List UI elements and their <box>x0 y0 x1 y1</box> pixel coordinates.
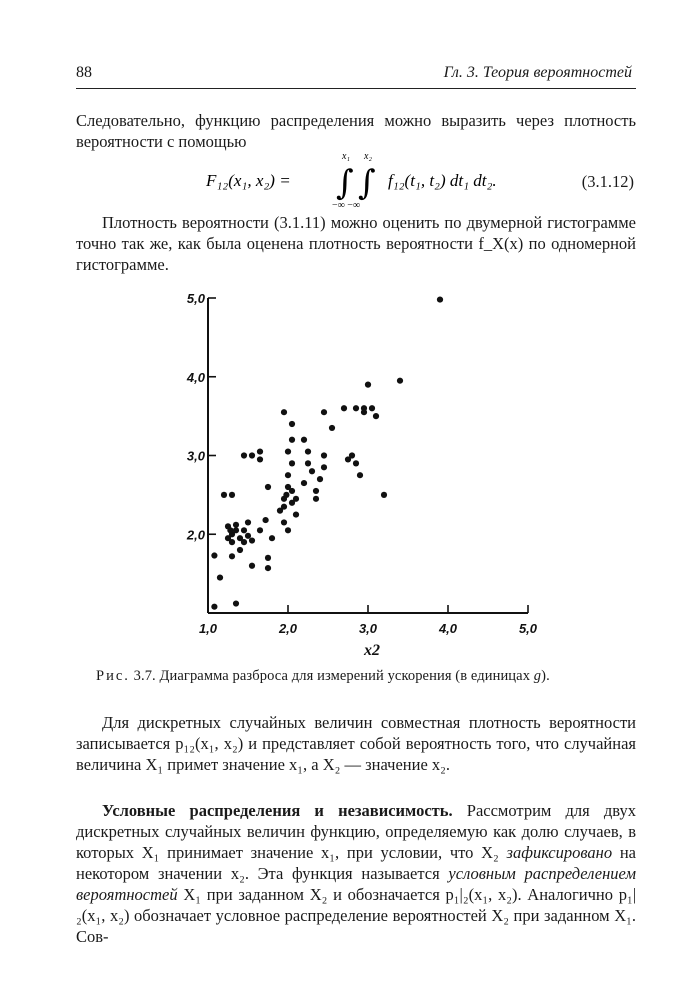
y-tick-label: 4,0 <box>186 369 205 385</box>
scatter-point <box>305 460 311 466</box>
scatter-point <box>211 552 217 558</box>
scatter-point <box>269 535 275 541</box>
y-tick-label: 2,0 <box>186 527 205 543</box>
x-axis-label: x2 <box>364 642 380 659</box>
scatter-point <box>289 460 295 466</box>
scatter-point <box>227 527 233 533</box>
x-tick-label: 5,0 <box>518 621 538 636</box>
paragraph-conditional <box>76 800 636 947</box>
integral-1-upper-limit: x₁ <box>342 151 350 162</box>
formula-lhs: F₁₂(x₁, x₂) = <box>206 171 291 190</box>
scatter-point <box>285 527 291 533</box>
scatter-point <box>281 409 287 415</box>
scatter-point <box>233 522 239 528</box>
scatter-point <box>397 378 403 384</box>
integral-2-upper-limit: x₂ <box>364 151 372 162</box>
scatter-point <box>349 452 355 458</box>
scatter-point <box>249 452 255 458</box>
integral-lower-limits: −∞ −∞ <box>332 200 361 210</box>
paragraph-discrete-density <box>76 712 636 775</box>
scatter-point <box>353 405 359 411</box>
scatter-point <box>293 496 299 502</box>
scatter-point <box>241 452 247 458</box>
scatter-point <box>309 468 315 474</box>
scatter-point <box>301 480 307 486</box>
scatter-point <box>257 448 263 454</box>
scatter-point <box>313 496 319 502</box>
x-tick-label: 2,0 <box>278 621 298 636</box>
paragraph-text-1: Рассмотрим для двух дискретных случайных величин функцию, определяемую как долю случаев, в которых X₁ принимает значение x₁, при условии, что X₂ <box>76 801 636 862</box>
scatter-point <box>373 413 379 419</box>
scatter-point <box>229 553 235 559</box>
scatter-point <box>249 537 255 543</box>
x-tick-label: 4,0 <box>438 621 458 636</box>
scatter-point <box>281 519 287 525</box>
formula-svg <box>196 150 516 210</box>
caption-end: ). <box>541 668 550 684</box>
scatter-point <box>361 409 367 415</box>
scatter-point <box>245 533 251 539</box>
paragraph-italic-1: зафиксировано <box>506 843 613 862</box>
scatter-point <box>237 547 243 553</box>
scatter-point <box>305 448 311 454</box>
scatter-point <box>281 504 287 510</box>
scatter-point <box>249 563 255 569</box>
caption-text: Диаграмма разброса для измерений ускорения (в единицах <box>159 668 531 684</box>
paragraph-italic-2: условным распределением вероятностей <box>76 864 636 904</box>
formula-integrand: f₁₂(t₁, t₂) dt₁ dt₂. <box>388 171 497 190</box>
chart-points <box>211 296 443 609</box>
scatter-point <box>437 296 443 302</box>
scatter-point <box>321 409 327 415</box>
scatter-point <box>245 519 251 525</box>
scatter-point <box>211 604 217 610</box>
scatter-point <box>233 600 239 606</box>
scatter-chart <box>180 285 550 665</box>
paragraph-histogram <box>76 212 636 275</box>
equation-number: (3.1.12) <box>581 172 634 191</box>
formula-3-1-12 <box>76 150 636 210</box>
scatter-point <box>285 472 291 478</box>
scatter-point <box>313 488 319 494</box>
scatter-point <box>321 464 327 470</box>
scatter-point <box>381 492 387 498</box>
scatter-point <box>289 437 295 443</box>
paragraph-text: Для дискретных случайных величин совместная плотность вероятности записывается p₁₂(x₁, x₂) и представляет собой вероятность того, что случайная величина X₁ примет значение x₁, а X₂ — значение x₂. <box>76 713 636 774</box>
scatter-point <box>365 382 371 388</box>
scatter-point <box>301 437 307 443</box>
caption-unit: g <box>533 668 542 684</box>
scatter-point <box>353 460 359 466</box>
paragraph-text: Следовательно, функцию распределения можно выразить через плотность вероятности с помощью <box>76 111 636 151</box>
scatter-point <box>321 452 327 458</box>
scatter-point <box>257 527 263 533</box>
y-tick-label: 3,0 <box>186 448 205 464</box>
scatter-point <box>283 492 289 498</box>
y-tick-label: 5,0 <box>186 291 205 306</box>
scatter-point <box>293 511 299 517</box>
scatter-point <box>241 527 247 533</box>
paragraph-text: Плотность вероятности (3.1.11) можно оценить по двумерной гистограмме точно так же, как была оценена плотность вероятности f_X(x) по одномерной гистограмме. <box>76 213 636 274</box>
figure-caption <box>96 668 636 685</box>
scatter-point <box>357 472 363 478</box>
scatter-point <box>289 421 295 427</box>
scatter-point <box>217 574 223 580</box>
figure-number: 3.7. <box>133 668 156 684</box>
paragraph-distribution-intro <box>76 110 636 152</box>
scatter-point <box>221 492 227 498</box>
scatter-point <box>369 405 375 411</box>
x-tick-label: 3,0 <box>358 621 378 636</box>
scatter-point <box>341 405 347 411</box>
scatter-point <box>241 539 247 545</box>
page-header <box>76 62 636 89</box>
scatter-point <box>229 539 235 545</box>
scatter-point <box>257 456 263 462</box>
paragraph-text-3: X₁ при заданном X₂ и обозначается p₁|₂(x₁, x₂). Аналогично p₁|₂(x₁, x₂) обозначает условное распределение вероятностей X₂ при заданном X₁. Сов- <box>76 885 637 946</box>
scatter-point <box>265 555 271 561</box>
figure-label: Рис. <box>96 668 130 684</box>
scatter-point <box>317 476 323 482</box>
page-number: 88 <box>76 64 92 81</box>
integral-sign-2: ∫ <box>358 163 376 203</box>
running-head: Гл. 3. Теория вероятностей <box>443 64 632 81</box>
paragraph-text-2: на некотором значении x₂. Эта функция называется <box>76 843 636 883</box>
scatter-point <box>329 425 335 431</box>
section-run-in-heading: Условные распределения и независимость. <box>102 801 453 820</box>
scatter-point <box>233 527 239 533</box>
x-tick-label: 1,0 <box>198 621 218 636</box>
scatter-point <box>229 492 235 498</box>
scatter-point <box>285 448 291 454</box>
scatter-point <box>265 484 271 490</box>
scatter-point <box>263 517 269 523</box>
scatter-point <box>285 484 291 490</box>
integral-sign-1: ∫ <box>336 163 354 203</box>
scatter-point <box>265 565 271 571</box>
